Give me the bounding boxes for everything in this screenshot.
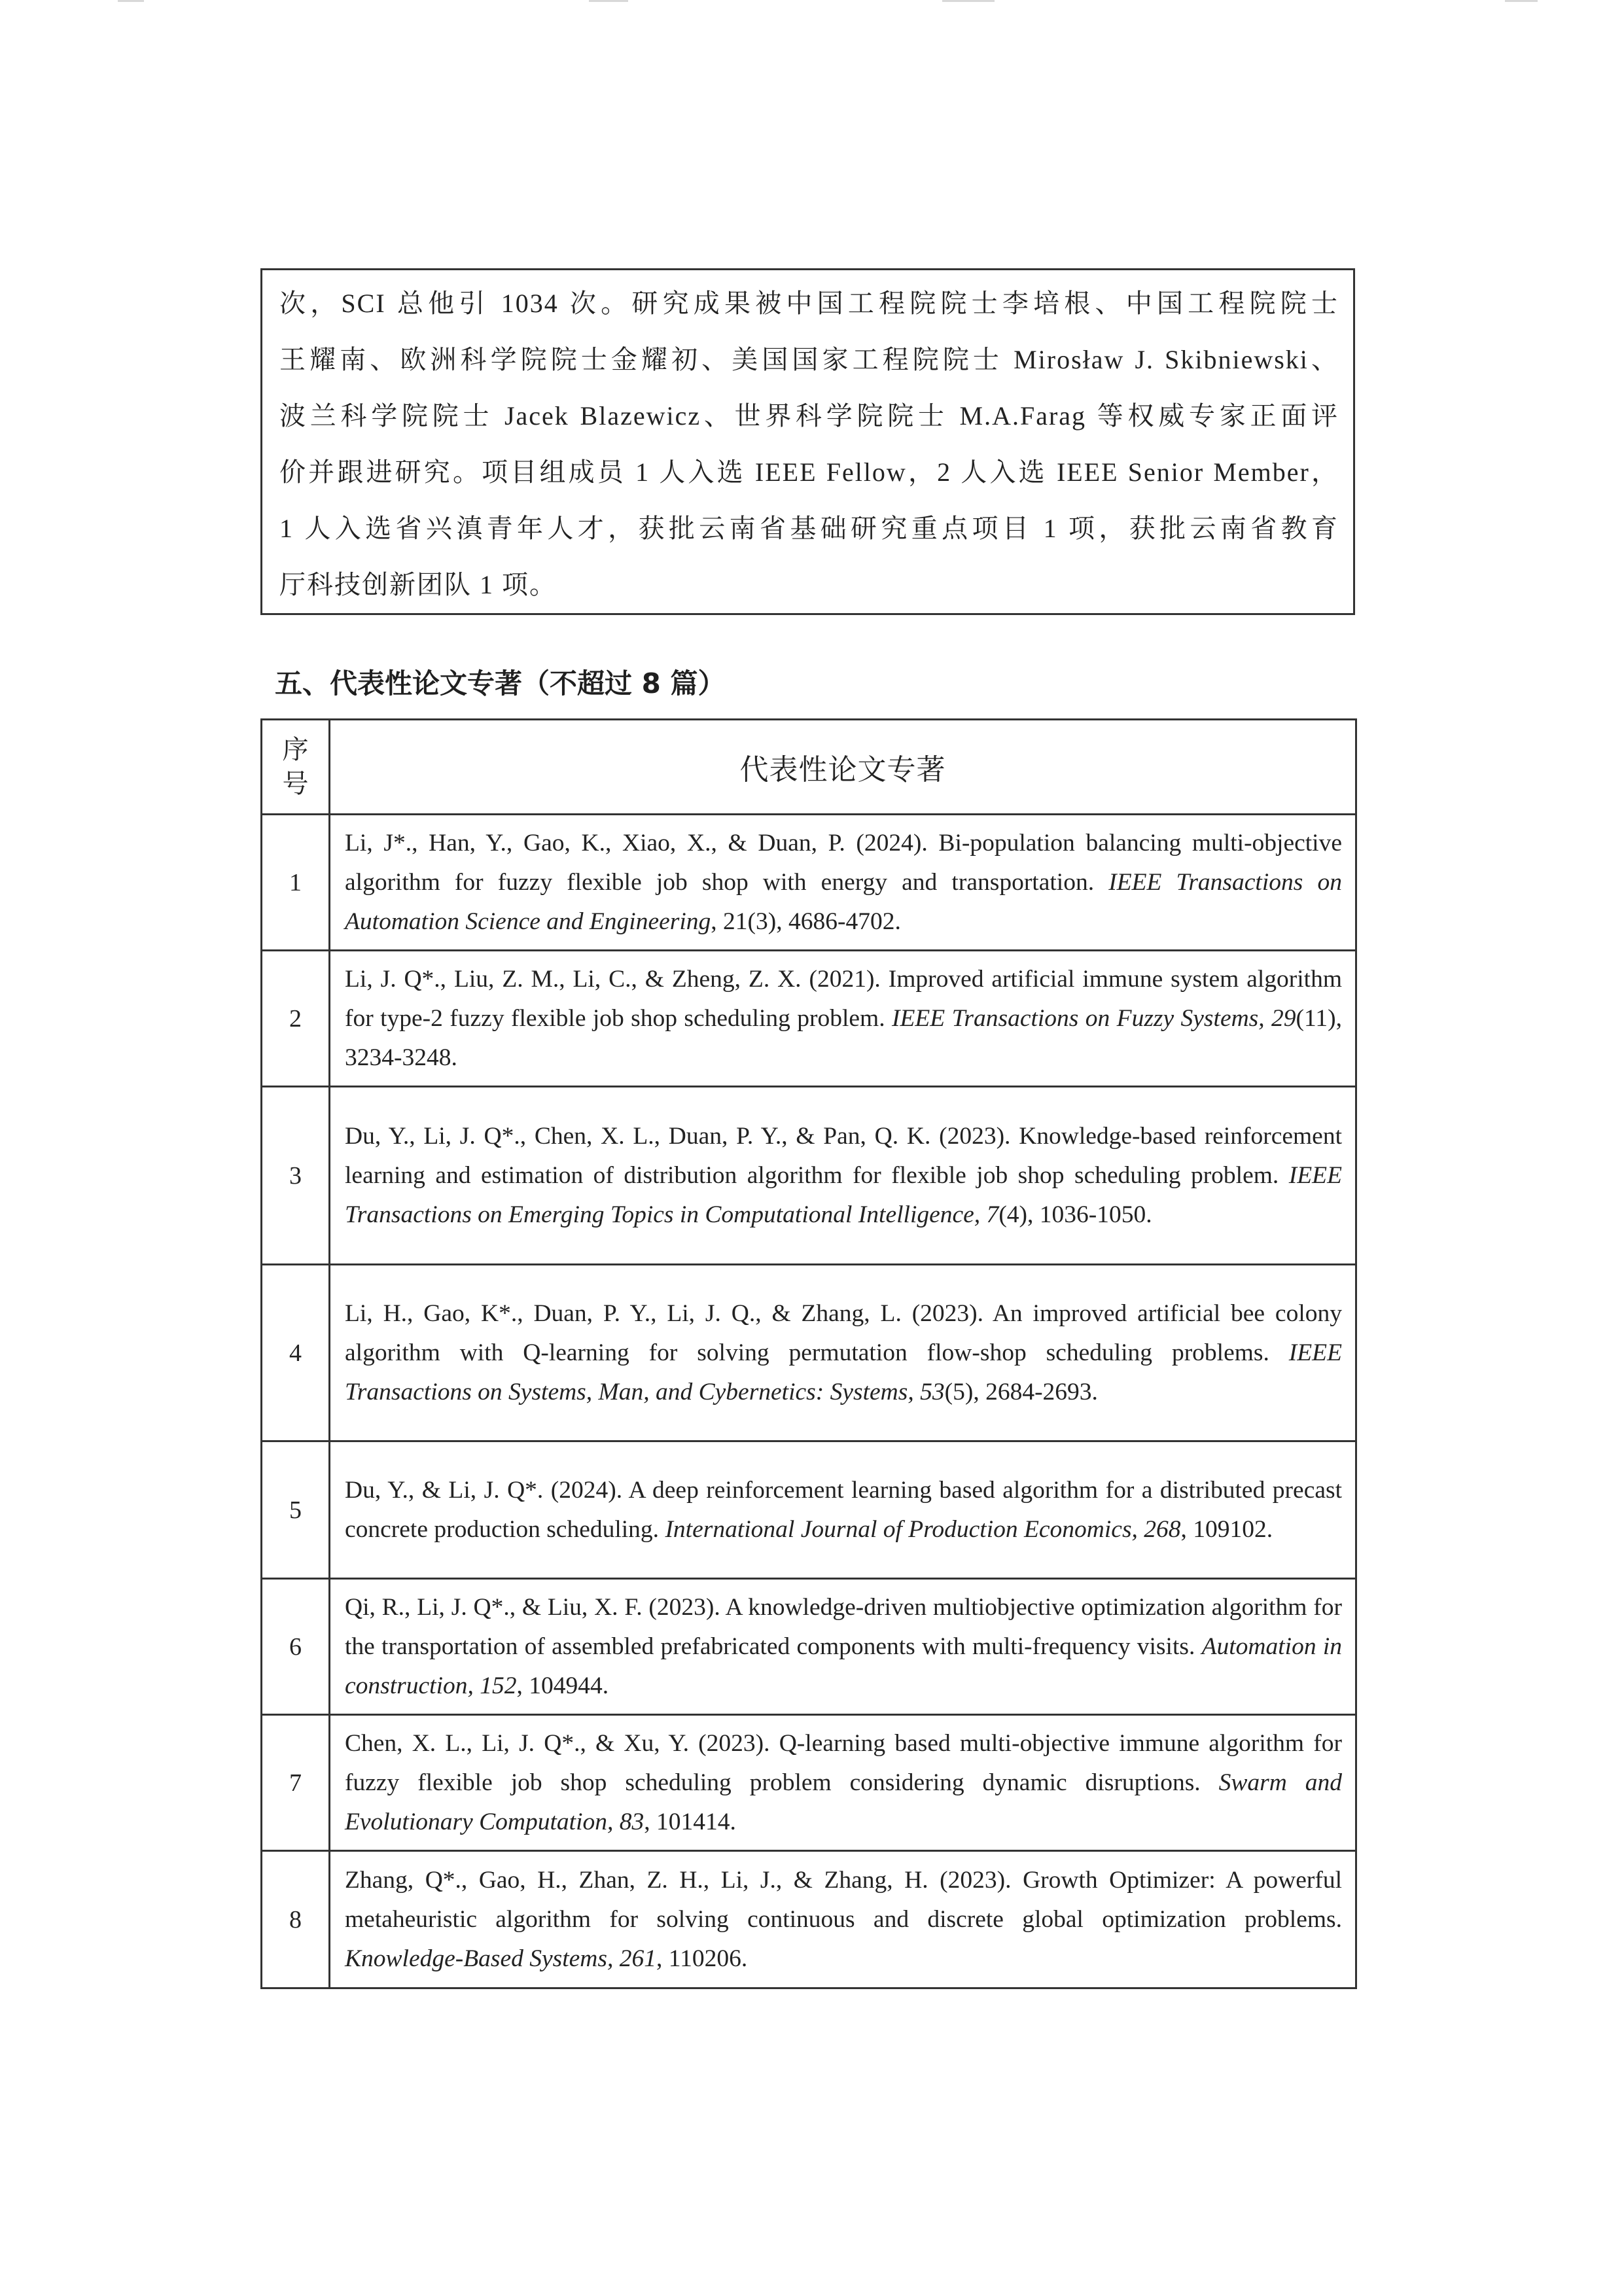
- table-row: [262, 1715, 1356, 1851]
- citation-authors-title: Du, Y., & Li, J. Q*. (2024). A deep reinforcement learning based algorithm for a distributed precast concrete production scheduling.: [345, 1476, 1342, 1543]
- row-seq: 5: [262, 1441, 330, 1579]
- citation-authors-title: Chen, X. L., Li, J. Q*., & Xu, Y. (2023). Q-learning based multi-objective immune algorithm for fuzzy flexible job shop scheduling problem considering dynamic disruptions.: [345, 1729, 1342, 1796]
- summary-line: 次，SCI 总他引 1034 次。研究成果被中国工程院院士李培根、中国工程院院士: [279, 289, 1339, 318]
- table-row: [262, 1851, 1356, 1988]
- citation-volume-pages: , 101414.: [644, 1808, 736, 1835]
- citation-volume-pages: , 104944.: [516, 1672, 609, 1699]
- row-seq: 8: [262, 1851, 330, 1988]
- citation-journal: IEEE Transactions on Fuzzy Systems, 29: [892, 1004, 1296, 1032]
- citation-volume-pages: , 110206.: [656, 1945, 748, 1972]
- table-row: [262, 1441, 1356, 1579]
- achievement-summary-box: [260, 268, 1355, 615]
- row-citation: [330, 1265, 1356, 1441]
- summary-line: 价并跟进研究。项目组成员 1 人入选 IEEE Fellow，2 人入选 IEEE Senior Member，: [279, 457, 1339, 487]
- header-seq-line: 号: [282, 769, 309, 799]
- table-row: [262, 1265, 1356, 1441]
- row-citation: [330, 1087, 1356, 1265]
- summary-line: 厅科技创新团队 1 项。: [279, 570, 557, 599]
- row-citation: [330, 1715, 1356, 1851]
- scan-artifact: [942, 0, 995, 2]
- row-citation: [330, 1441, 1356, 1579]
- citation-journal: Swarm and Evolutionary Computation, 83: [345, 1769, 1343, 1835]
- citation-volume-pages: (11), 3234-3248.: [345, 1004, 1342, 1071]
- row-seq: 4: [262, 1265, 330, 1441]
- citation-volume-pages: (4), 1036-1050.: [998, 1201, 1152, 1228]
- row-seq: 1: [262, 815, 330, 951]
- scan-artifact: [1505, 0, 1538, 2]
- citation-authors-title: Zhang, Q*., Gao, H., Zhan, Z. H., Li, J., & Zhang, H. (2023). Growth Optimizer: A powerful metaheuristic algorithm for solving continuous and discrete global optimization problems.: [345, 1866, 1342, 1933]
- table-row: [262, 1579, 1356, 1715]
- row-seq: 6: [262, 1579, 330, 1715]
- row-seq: 2: [262, 951, 330, 1087]
- summary-line: 1 人入选省兴滇青年人才，获批云南省基础研究重点项目 1 项，获批云南省教育: [279, 514, 1339, 543]
- citation-authors-title: Qi, R., Li, J. Q*., & Liu, X. F. (2023). A knowledge-driven multiobjective optimization algorithm for the transportation of assembled prefabricated components with multi-frequency visits.: [345, 1593, 1342, 1660]
- scan-artifact: [589, 0, 628, 2]
- publications-table: [260, 718, 1357, 1989]
- row-citation: [330, 1851, 1356, 1988]
- row-citation: [330, 1579, 1356, 1715]
- citation-journal: IEEE Transactions on Systems, Man, and Cybernetics: Systems, 53: [345, 1339, 1342, 1405]
- scan-artifact: [118, 0, 144, 2]
- summary-line: 王耀南、欧洲科学院院士金耀初、美国国家工程院院士 Mirosław J. Skibniewski、: [279, 345, 1339, 374]
- header-seq-line: 序: [282, 735, 309, 765]
- citation-journal: International Journal of Production Economics, 268: [665, 1515, 1181, 1543]
- table-row: [262, 1087, 1356, 1265]
- citation-journal: Automation in construction, 152: [345, 1633, 1342, 1699]
- citation-volume-pages: , 21(3), 4686-4702.: [711, 908, 901, 935]
- citation-authors-title: Li, J*., Han, Y., Gao, K., Xiao, X., & Duan, P. (2024). Bi-population balancing multi-objective algorithm for fuzzy flexible job shop with energy and transportation.: [345, 829, 1342, 896]
- citation-authors-title: Li, J. Q*., Liu, Z. M., Li, C., & Zheng, Z. X. (2021). Improved artificial immune system algorithm for type-2 fuzzy flexible job shop scheduling problem.: [345, 965, 1342, 1032]
- header-title: 代表性论文专著: [330, 720, 1356, 815]
- table-row: [262, 815, 1356, 951]
- citation-journal: Knowledge-Based Systems, 261: [345, 1945, 656, 1972]
- section-heading: 五、代表性论文专著（不超过 8 篇）: [275, 667, 726, 699]
- citation-volume-pages: , 109102.: [1180, 1515, 1273, 1543]
- row-seq: 3: [262, 1087, 330, 1265]
- table-header-row: [262, 720, 1356, 815]
- citation-journal: IEEE Transactions on Emerging Topics in Computational Intelligence, 7: [345, 1161, 1342, 1228]
- row-seq: 7: [262, 1715, 330, 1851]
- summary-line: 波兰科学院院士 Jacek Blazewicz、世界科学院院士 M.A.Farag 等权威专家正面评: [279, 401, 1339, 431]
- citation-volume-pages: (5), 2684-2693.: [944, 1378, 1098, 1405]
- row-citation: [330, 951, 1356, 1087]
- row-citation: [330, 815, 1356, 951]
- citation-authors-title: Li, H., Gao, K*., Duan, P. Y., Li, J. Q., & Zhang, L. (2023). An improved artificial bee colony algorithm with Q-learning for solving permutation flow-shop scheduling problems.: [345, 1299, 1342, 1366]
- citation-authors-title: Du, Y., Li, J. Q*., Chen, X. L., Duan, P. Y., & Pan, Q. K. (2023). Knowledge-based reinforcement learning and estimation of distribution algorithm for flexible job shop scheduling problem.: [345, 1122, 1342, 1189]
- citation-journal: IEEE Transactions on Automation Science and Engineering: [345, 868, 1342, 935]
- header-seq: [262, 720, 330, 815]
- table-row: [262, 951, 1356, 1087]
